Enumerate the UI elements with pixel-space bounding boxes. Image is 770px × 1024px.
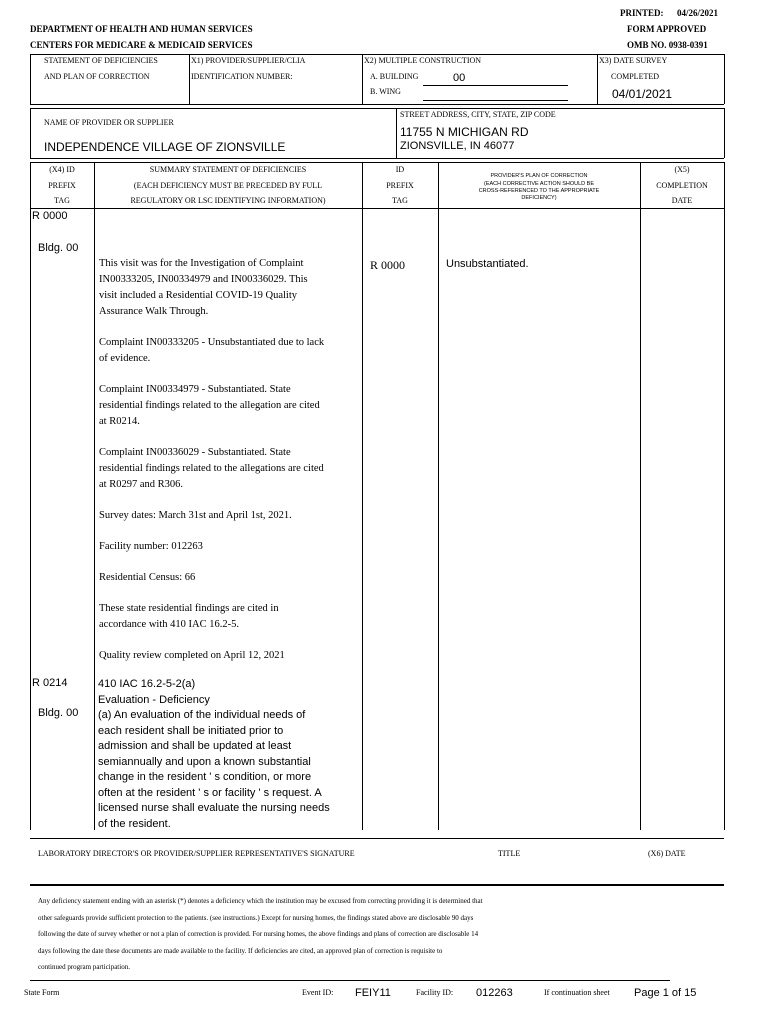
summary-text [99,256,327,679]
rule [30,162,31,830]
summary-paragraph: Facility number: 012263 [99,541,203,552]
rule [423,100,568,101]
signature-label: LABORATORY DIRECTOR'S OR PROVIDER/SUPPLIER REPRESENTATIVE'S SIGNATURE [38,849,355,858]
continuation-label: If continuation sheet [544,988,610,997]
disclaimer-line: days following the date these documents are made available to the facility. If deficiencies are cited, an approved plan of correction is requisite to [38,946,443,955]
x5-header: (X5) [674,165,690,174]
bldg-label: Bldg. 00 [38,242,79,254]
x1-label: X1) PROVIDER/SUPPLIER/CLIA [191,56,306,65]
id-header: TAG [392,196,408,205]
rule [423,85,568,86]
tag-r0214: R 0214 [32,677,68,689]
disclaimer [38,893,718,976]
page-number: Page 1 of 15 [634,987,697,999]
statement-label: STATEMENT OF DEFICIENCIES [44,56,158,65]
rule [362,54,363,104]
rule [30,208,724,209]
rule [94,162,95,830]
rule [30,884,724,886]
address-line-2: ZIONSVILLE, IN 46077 [400,140,515,152]
tag-r0000: R 0000 [32,210,68,222]
rule [30,980,670,981]
rule [597,54,598,104]
x3-label: COMPLETED [611,72,659,81]
summary-paragraph: Residential Census: 66 [99,572,196,583]
facility-id-value: 012263 [476,987,513,999]
summary-paragraph: Complaint IN00333205 - Unsubstantiated due to lack of evidence. [99,337,325,364]
form-approved: FORM APPROVED [627,24,707,34]
rule [30,54,31,104]
summary-header: SUMMARY STATEMENT OF DEFICIENCIES [149,165,307,174]
x3-label: X3) DATE SURVEY [599,56,668,65]
statement-label: AND PLAN OF CORRECTION [44,72,150,81]
x4-header: PREFIX [48,181,76,190]
x5-header: DATE [671,196,693,205]
summary-paragraph: These state residential findings are cited in accordance with 410 IAC 16.2-5. [99,603,279,630]
rule [30,162,724,163]
event-id-label: Event ID: [302,988,334,997]
r0214-regulation: 410 IAC 16.2-5-2(a) [98,678,196,690]
rule [30,158,724,159]
rule [724,54,725,104]
rule [640,162,641,830]
summary-paragraph: This visit was for the Investigation of Complaint IN00333205, IN00334979 and IN00336029. This visit included a Residential COVID-19 Quality Assurance Walk Through. [99,258,308,317]
department-name: DEPARTMENT OF HEALTH AND HUMAN SERVICES [30,24,253,34]
rule [30,838,724,839]
x4-header: (X4) ID [49,165,75,174]
printed-date: 04/26/2021 [677,8,719,18]
omb-number: OMB NO. 0938-0391 [627,40,708,50]
rule [30,108,31,158]
r0214-body: (a) An evaluation of the individual needs of each resident shall be initiated prior to admission and shall be updated at least semiannually and upon a known substantial change in the resident ' s condition, or more often at the resident ' s or facility ' s request. A licensed nurse shall evaluate the nursing needs of the resident. [98,709,330,830]
x4-header: TAG [54,196,70,205]
state-form: State Form [24,988,60,997]
plan-header: PROVIDER'S PLAN OF CORRECTION [490,173,588,179]
r0214-title: Evaluation - Deficiency [98,693,210,706]
summary-header: REGULATORY OR LSC IDENTIFYING INFORMATION) [130,196,326,205]
rule [724,162,725,830]
summary-paragraph: Complaint IN00336029 - Substantiated. State residential findings related to the allegations are cited at R0297 and R306. [99,447,324,490]
rule [438,162,439,830]
summary-paragraph: Quality review completed on April 12, 2021 [99,650,285,661]
disclaimer-line: continued program participation. [38,963,130,971]
wing-label: B. WING [370,87,401,96]
provider-name-label: NAME OF PROVIDER OR SUPPLIER [44,118,174,127]
address-line-1: 11755 N MICHIGAN RD [400,125,529,139]
title-label: TITLE [498,849,521,858]
building-value: 00 [453,72,466,84]
summary-paragraph: Complaint IN00334979 - Substantiated. State residential findings related to the allegation are cited at R0214. [99,384,320,427]
plan-header: DEFICIENCY) [521,195,557,201]
rule [30,54,724,55]
x2-label: X2) MULTIPLE CONSTRUCTION [364,56,482,65]
survey-date-value: 04/01/2021 [612,87,673,101]
bldg-label: Bldg. 00 [38,707,79,719]
plan-tag-r0000: R 0000 [370,258,406,272]
x5-header: COMPLETION [656,181,708,190]
summary-paragraph: Survey dates: March 31st and April 1st, 2021. [99,510,292,521]
id-header: PREFIX [386,181,414,190]
rule [30,104,724,105]
r0214-text [98,677,330,832]
provider-name-value: INDEPENDENCE VILLAGE OF ZIONSVILLE [44,140,286,154]
rule [396,108,397,158]
x1-label: IDENTIFICATION NUMBER: [191,72,293,81]
printed-label: PRINTED: [620,8,664,18]
disclaimer-line: other safeguards provide sufficient protection to the patients. (see instructions.) Except for nursing homes, the findings stated above are disclosable 90 days [38,913,474,922]
id-header: ID [395,165,405,174]
date-label: (X6) DATE [648,849,686,858]
rule [189,54,190,104]
rule [362,162,363,830]
plan-text: Unsubstantiated. [446,258,529,270]
agency-name: CENTERS FOR MEDICARE & MEDICAID SERVICES [30,40,253,50]
plan-header: CROSS-REFERENCED TO THE APPROPRIATE [478,188,600,194]
facility-id-label: Facility ID: [416,988,454,997]
disclaimer-line: following the date of survey whether or not a plan of correction is provided. For nursing homes, the above findings and plans of correction are disclosable 14 [38,930,479,938]
building-label: A. BUILDING [370,72,419,81]
summary-header: (EACH DEFICIENCY MUST BE PRECEDED BY FULL [133,181,323,190]
event-id-value: FEIY11 [355,987,391,999]
disclaimer-line: Any deficiency statement ending with an asterisk (*) denotes a deficiency which the institution may be excused from correcting providing it is determined that [38,897,483,905]
rule [30,108,724,109]
plan-header: (EACH CORRECTIVE ACTION SHOULD BE [483,181,595,187]
rule [724,108,725,158]
address-label: STREET ADDRESS, CITY, STATE, ZIP CODE [400,110,556,119]
